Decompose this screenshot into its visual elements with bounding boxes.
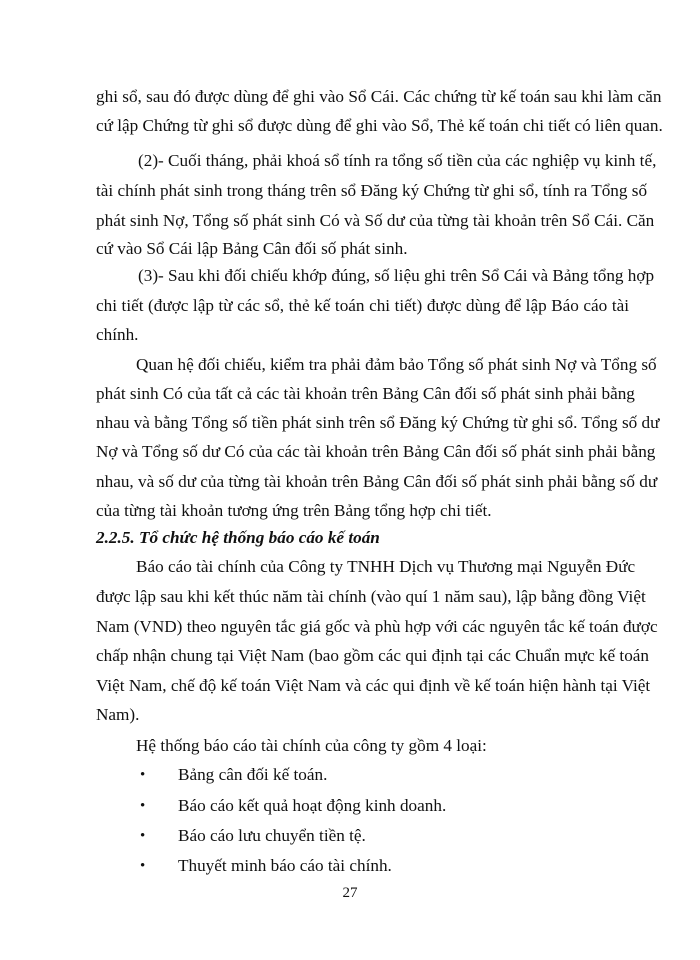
text-line: Nam (VND) theo nguyên tắc giá gốc và phù hợp với các nguyên tắc kế toán được (96, 617, 658, 636)
text-line: (3)- Sau khi đối chiếu khớp đúng, số liệu ghi trên Sổ Cái và Bảng tổng hợp (138, 266, 655, 285)
text-line: Hệ thống báo cáo tài chính của công ty gồm 4 loại: (136, 736, 487, 755)
text-line: (2)- Cuối tháng, phải khoá sổ tính ra tổng số tiền của các nghiệp vụ kinh tế, (138, 151, 657, 170)
text-line: Quan hệ đối chiếu, kiểm tra phải đảm bảo Tổng số phát sinh Nợ và Tổng số (136, 355, 657, 374)
text-line: tài chính phát sinh trong tháng trên sổ Đăng ký Chứng từ ghi sổ, tính ra Tổng số (96, 181, 648, 200)
text-line: cứ lập Chứng từ ghi sổ được dùng để ghi vào Sổ, Thẻ kế toán chi tiết có liên quan. (96, 116, 663, 135)
bullet-icon: • (140, 828, 146, 844)
bullet-icon: • (140, 767, 146, 783)
section-heading: 2.2.5. Tổ chức hệ thống báo cáo kế toán (96, 528, 380, 547)
text-line: Nam). (96, 705, 140, 724)
text-line: phát sinh Nợ, Tổng số phát sinh Có và Số dư của từng tài khoản trên Sổ Cái. Căn (96, 211, 655, 230)
text-line: cứ vào Sổ Cái lập Bảng Cân đối số phát sinh. (96, 239, 408, 258)
bullet-icon: • (140, 858, 146, 874)
text-line: nhau và bằng Tổng số tiền phát sinh trên sổ Đăng ký Chứng từ ghi sổ. Tổng số dư (96, 413, 660, 432)
list-item: Báo cáo kết quả hoạt động kinh doanh. (178, 796, 447, 815)
page-number: 27 (342, 885, 358, 901)
list-item: Bảng cân đối kế toán. (178, 765, 328, 784)
text-line: nhau, và số dư của từng tài khoản trên Bảng Cân đối số phát sinh phải bằng số dư (96, 472, 658, 491)
list-item: Báo cáo lưu chuyển tiền tệ. (178, 826, 366, 845)
text-line: Nợ và Tổng số dư Có của các tài khoản trên Bảng Cân đối số phát sinh phải bằng (96, 442, 656, 461)
text-line: của từng tài khoản tương ứng trên Bảng tổng hợp chi tiết. (96, 501, 492, 520)
text-line: chấp nhận chung tại Việt Nam (bao gồm các qui định tại các Chuẩn mực kế toán (96, 646, 650, 665)
text-line: ghi sổ, sau đó được dùng để ghi vào Sổ Cái. Các chứng từ kế toán sau khi làm căn (96, 87, 662, 106)
text-line: phát sinh Có của tất cả các tài khoản trên Bảng Cân đối số phát sinh phải bằng (96, 384, 635, 403)
text-line: Báo cáo tài chính của Công ty TNHH Dịch vụ Thương mại Nguyễn Đức (136, 557, 636, 576)
text-line: chính. (96, 325, 139, 344)
text-line: Việt Nam, chế độ kế toán Việt Nam và các qui định về kế toán hiện hành tại Việt (96, 676, 651, 695)
text-line: chi tiết (được lập từ các sổ, thẻ kế toán chi tiết) được dùng để lập Báo cáo tài (96, 296, 629, 315)
bullet-icon: • (140, 798, 146, 814)
text-line: được lập sau khi kết thúc năm tài chính (vào quí 1 năm sau), lập bằng đồng Việt (96, 587, 646, 606)
list-item: Thuyết minh báo cáo tài chính. (178, 856, 392, 875)
